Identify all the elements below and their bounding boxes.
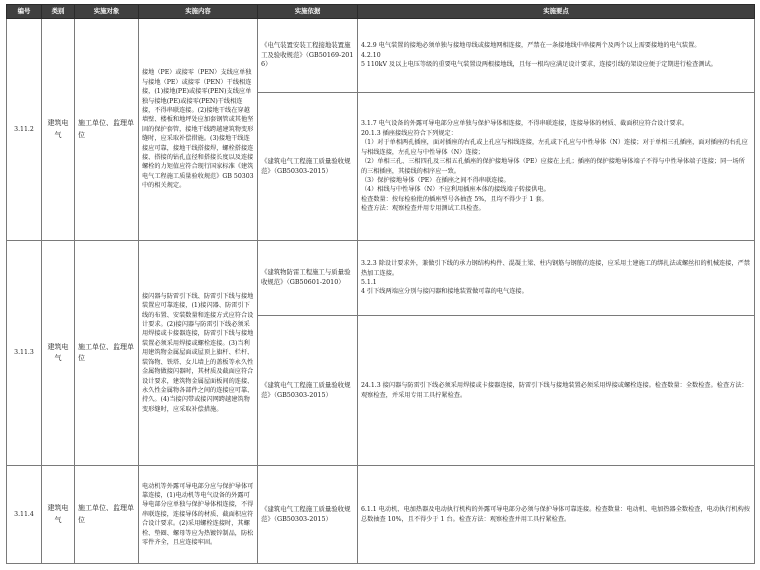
item-category: 建筑电气 — [42, 19, 75, 241]
item-category: 建筑电气 — [42, 241, 75, 466]
item-points-cell — [358, 93, 755, 241]
item-points: 24.1.3 接闪器与防雷引下线必须采用焊接或卡接器连接，防雷引下线与接地装置必须采用焊接或螺栓连接。检查数量：全数检查。检查方法：观察检查，并采用专用工具拧紧检查。 — [361, 382, 748, 399]
item-object: 施工单位、监理单位 — [75, 466, 139, 564]
item-basis: 《建筑电气工程施工质量验收规范》（GB50303-2015） — [258, 466, 358, 564]
table-row — [7, 241, 755, 316]
item-basis: 《建筑电气工程施工质量验收规范》（GB50303-2015） — [258, 316, 358, 466]
item-content: 接闪器与防雷引下线、防雷引下线与接地装置应可靠连接，(1)接闪器、防雷引下线的布置、安装数量和连接方式应符合设计要求。(2)接闪器与防雷引下线必须采用焊接或卡接器连接，防雷引下线与接地装置必须采用焊接或螺栓连接。(3)当利用建筑物金属屋面或屋顶上旗杆、栏杆、装饰物、铁塔、女儿墙上的盖板等永久性金属物做接闪器时，其材质及截面应符合设计要求，建筑物金属屋面板间的连接、永久性金属物各部件之间的连接应可靠、持久。(4)当接闪带或接闪网跨越建筑物变形缝时，应采取补偿措施。 — [139, 241, 258, 466]
header-content: 实施内容 — [139, 5, 258, 19]
item-points: 4.2.9 电气装置的接地必须单独与接地母线或接地网相连接，严禁在一条接地线中串接两个及两个以上需要接地的电气装置。 4.2.10 5 110kV 及以上电压等级的重要电气装置设两根接地线，且每一根均应满足设计要求，连接引线的架设应便于定期进行检查测试。 — [361, 42, 717, 69]
table-row — [7, 466, 755, 564]
item-points-cell — [358, 316, 755, 466]
item-basis: 《电气装置安装工程接地装置施工及验收规范》（GB50169-2016） — [258, 19, 358, 93]
header-number: 编号 — [7, 5, 42, 19]
item-points-cell — [358, 19, 755, 93]
header-basis: 实施依据 — [258, 5, 358, 19]
table-row — [7, 19, 755, 93]
item-content: 接地（PE）或接零（PEN）支线应单独与接地（PE）或接零（PEN）干线相连接，(1)接地(PE)或接零(PEN)支线应单独与接地(PE)或接零(PEN)干线相连接，不得串联连接。(2)接地干线在穿越墙壁、楼板和地坪处应加套钢管或其他坚固的保护套管，接地干线跨越建筑物变形缝时，应采取补偿措施。(3)接地干线连接应可靠，接地干线搭接焊，螺栓搭接连接、搭接的钻孔直径和搭接长度以及连接螺栓的力矩值应符合现行国家标准《建筑电气工程施工质量验收规范》GB 50303中的相关规定。 — [139, 19, 258, 241]
item-category: 建筑电气 — [42, 466, 75, 564]
header-points: 实施要点 — [358, 5, 755, 19]
item-number: 3.11.4 — [7, 466, 42, 564]
item-points-cell — [358, 466, 755, 564]
implementation-table — [6, 4, 755, 564]
item-points-cell — [358, 241, 755, 316]
item-number: 3.11.3 — [7, 241, 42, 466]
item-basis: 《建筑物防雷工程施工与质量验收规范》（GB50601-2010） — [258, 241, 358, 316]
header-object: 实施对象 — [75, 5, 139, 19]
item-object: 施工单位、监理单位 — [75, 19, 139, 241]
item-points: 3.2.3 除设计要求外，兼做引下线的承力钢结构构件、混凝土梁、柱内钢筋与钢筋的连接，应采用土建施工的绑扎法或螺丝扣的机械连接，严禁热加工连接。 5.1.1 4 引下线两端应分别与接闪器和接地装置做可靠的电气连接。 — [361, 260, 750, 296]
header-category: 类别 — [42, 5, 75, 19]
item-basis: 《建筑电气工程施工质量验收规范》（GB50303-2015） — [258, 93, 358, 241]
item-points: 6.1.1 电动机、电加热器及电动执行机构的外露可导电部分必须与保护导体可靠连接。检查数量：电动机、电加热器全数检查，电动执行机构按总数抽查 10%，且不得少于 1 台。检查方法：观察检查并用工具拧紧检查。 — [361, 506, 750, 523]
table-header-row — [7, 5, 755, 19]
item-number: 3.11.2 — [7, 19, 42, 241]
item-content: 电动机等外露可导电部分应与保护导体可靠连接，(1)电动机等电气设备的外露可导电部分应单独与保护导体相连接，不得串联连接，连接导体的材质、截面积应符合设计要求。(2)采用螺栓连接时，其螺栓、垫圈、螺母等应为热镀锌制品，防松零件齐全，且应连接牢固。 — [139, 466, 258, 564]
item-points: 3.1.7 电气设备的外露可导电部分应单独与保护导体相连接，不得串联连接，连接导体的材质、截面积应符合设计要求。 20.1.3 插座接线应符合下列规定： （1）对于单相两孔插座，面对插座的右孔或上孔应与相线连接，左孔或下孔应与中性导体（N）连接；对于单相三孔插座，面对插座的右孔应与相线连接，左孔应与中性导体（N）连接； （2）单相三孔、三相四孔及三相五孔插座的保护接地导体（PE）应接在上孔；插座的保护接地导体端子不得与中性导体端子连接；同一场所的三相插座，其接线的相序应一致。 （3）保护接地导体（PE）在插座之间不得串联连接。 （4）相线与中性导体（N）不应利用插座本体的接线端子转接供电。 检查数量：按每检验批的插座型号各抽查 5%，且均不得少于 1 套。 检查方法：观察检查并用专用测试工具检查。 — [361, 120, 748, 213]
item-object: 施工单位、监理单位 — [75, 241, 139, 466]
